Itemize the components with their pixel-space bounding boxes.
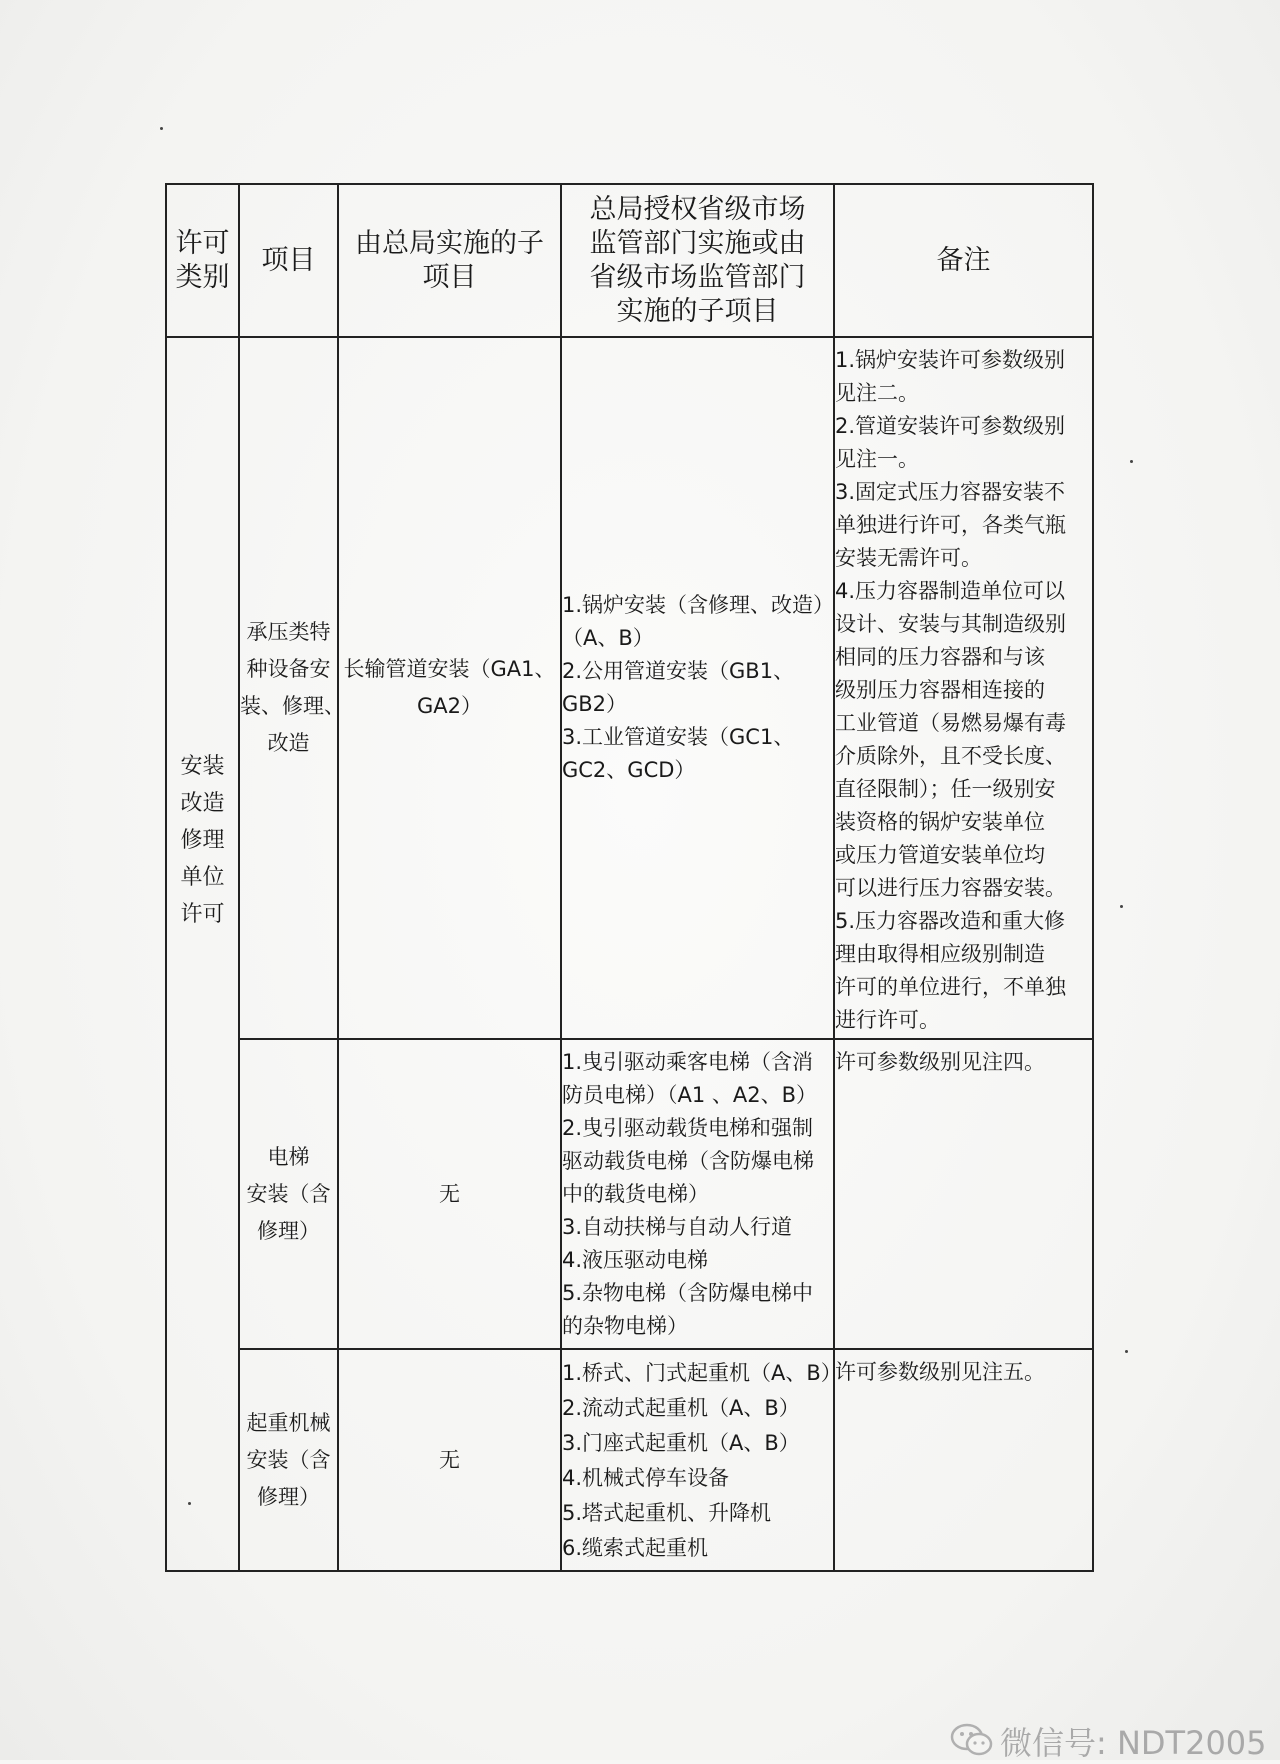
provincial-text: 2.曳引驱动载货电梯和强制 [562,1116,814,1140]
remarks-text: 见注二。 [835,381,919,405]
provincial-text: 4.机械式停车设备 [562,1466,730,1490]
remarks-cell [834,1349,1093,1571]
remarks-text: 装资格的锅炉安装单位 [835,810,1045,834]
header-text: 监管部门实施或由 [589,227,806,259]
national-cell [338,1349,561,1571]
remarks-text: 设计、安装与其制造级别 [835,612,1066,636]
table-row [166,1039,1093,1349]
category-text: 许可 [180,902,225,927]
category-text: 单位 [180,865,225,890]
remarks-text: 见注一。 [835,447,919,471]
header-text: 项目 [261,244,316,276]
item-text: 修理） [257,1484,320,1509]
remarks-text: 级别压力容器相连接的 [835,678,1045,702]
national-text: 无 [439,1181,460,1206]
table-row [166,1349,1093,1571]
watermark-text: 微信号: NDT2005 [1000,1724,1267,1762]
item-cell [239,1039,338,1349]
remarks-text: 相同的压力容器和与该 [835,645,1045,669]
header-item [239,184,338,337]
provincial-text: 驱动载货电梯（含防爆电梯 [562,1149,814,1173]
table-row [166,337,1093,1039]
remarks-text: 介质除外，且不受长度、 [835,744,1066,768]
remarks-cell [834,337,1093,1039]
national-text: 无 [439,1447,460,1472]
remarks-text: 或压力管道安装单位均 [835,843,1045,867]
scan-speck [1125,1350,1128,1353]
national-text: 长输管道安装（GA1、 [343,657,556,681]
provincial-text: 1.曳引驱动乘客电梯（含消 [562,1050,814,1074]
header-text: 类别 [175,261,230,293]
national-cell [338,337,561,1039]
category-cell [166,337,239,1571]
national-cell [338,1039,561,1349]
category-text: 改造 [180,791,225,816]
remarks-text: 2.管道安装许可参数级别 [835,414,1066,438]
provincial-text: 1.锅炉安装（含修理、改造） [562,593,835,617]
provincial-text: 2.公用管道安装（GB1、 [562,659,795,683]
header-permit-category [166,184,239,337]
header-text: 备注 [936,244,991,276]
wechat-icon [950,1722,994,1758]
provincial-text: GB2） [562,692,628,716]
provincial-text: 5.杂物电梯（含防爆电梯中 [562,1281,814,1305]
provincial-text: 防员电梯）（A1 、A2、B） [562,1083,818,1107]
item-cell [239,1349,338,1571]
remarks-text: 进行许可。 [835,1008,940,1032]
provincial-text: 1.桥式、门式起重机（A、B） [562,1361,842,1385]
header-text: 由总局实施的子 [355,227,544,259]
provincial-text: 2.流动式起重机（A、B） [562,1396,800,1420]
remarks-text: 直径限制）；任一级别安 [835,777,1056,801]
item-text: 电梯 [267,1144,310,1169]
provincial-text: 的杂物电梯） [562,1314,688,1338]
remarks-text: 安装无需许可。 [835,546,982,570]
provincial-text: 6.缆索式起重机 [562,1536,709,1560]
remarks-text: 许可参数级别见注四。 [835,1050,1045,1074]
header-provincial-subitems [561,184,834,337]
remarks-text: 3.固定式压力容器安装不 [835,480,1066,504]
remarks-text: 可以进行压力容器安装。 [835,876,1066,900]
remarks-text: 工业管道（易燃易爆有毒 [835,711,1066,735]
header-remarks [834,184,1093,337]
remarks-text: 单独进行许可，各类气瓶 [835,513,1066,537]
header-national-subitems [338,184,561,337]
remarks-text: 4.压力容器制造单位可以 [835,579,1066,603]
item-text: 改造 [267,731,310,755]
remarks-text: 1.锅炉安装许可参数级别 [835,348,1066,372]
remarks-text: 理由取得相应级别制造 [835,942,1045,966]
remarks-text: 5.压力容器改造和重大修 [835,909,1066,933]
provincial-text: 4.液压驱动电梯 [562,1248,709,1272]
provincial-text: （A、B） [562,626,654,650]
provincial-cell [561,337,834,1039]
item-text: 起重机械 [246,1410,331,1435]
remarks-cell [834,1039,1093,1349]
provincial-cell [561,1039,834,1349]
header-text: 许可 [175,227,230,259]
provincial-text: 3.自动扶梯与自动人行道 [562,1215,793,1239]
category-text: 安装 [180,754,225,779]
remarks-text: 许可参数级别见注五。 [835,1360,1045,1384]
header-row [166,184,1093,337]
item-text: 安装（含 [246,1181,331,1206]
header-text: 实施的子项目 [616,295,779,327]
item-cell [239,337,345,1039]
header-text: 省级市场监管部门 [589,261,806,293]
item-text: 种设备安 [246,657,331,681]
provincial-text: 5.塔式起重机、升降机 [562,1501,772,1525]
scan-speck [1120,905,1123,908]
provincial-text: 3.门座式起重机（A、B） [562,1431,800,1455]
category-text: 修理 [180,828,225,853]
permit-table [165,183,1094,1572]
header-text: 项目 [422,261,477,293]
scan-speck [188,1502,191,1505]
item-text: 修理） [257,1218,320,1243]
header-text: 总局授权省级市场 [589,193,806,225]
provincial-text: 3.工业管道安装（GC1、 [562,725,795,749]
scan-speck [160,127,163,130]
provincial-text: 中的载货电梯） [562,1182,709,1206]
item-text: 装、修理、 [240,694,345,718]
remarks-text: 许可的单位进行，不单独 [835,975,1066,999]
scan-speck [1130,460,1133,463]
provincial-text: GC2、GCD） [562,758,696,782]
item-text: 承压类特 [246,620,331,644]
item-text: 安装（含 [246,1447,331,1472]
provincial-cell [561,1349,842,1571]
national-text: GA2） [417,694,482,718]
